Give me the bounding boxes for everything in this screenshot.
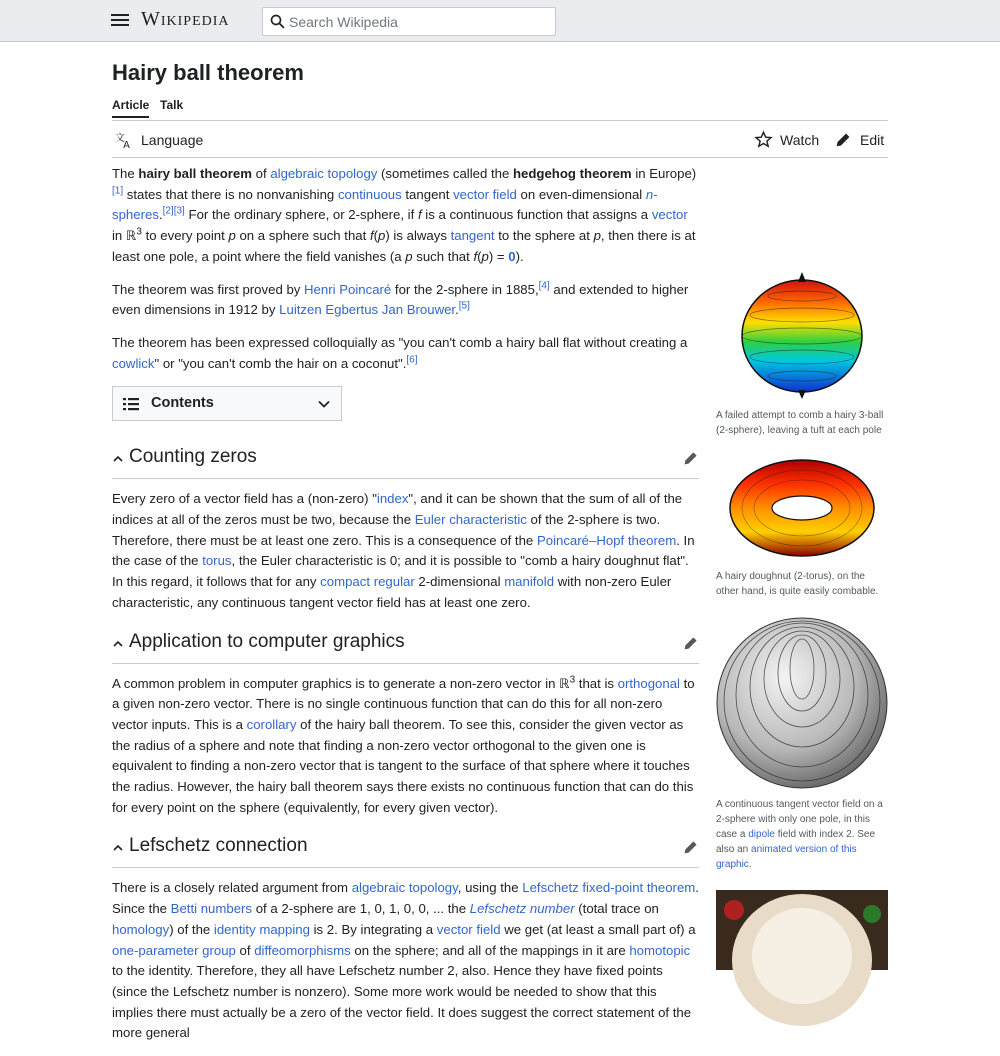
top-bar [0, 0, 1000, 42]
lefschetz-paragraph: There is a closely related argument from algebraic topology, using the Lefschetz fixed-point theorem. Since the Betti numbers of a 2-sphere are 1, 0, 1, 0, 0, ... the Lefschetz number (total trace on homology) of the identity mapping is 2. By integrating a vector field we get (at least a small part of) a one-parameter group of diffeomorphisms on the sphere; and all of the mappings in it are homotopic to the identity. Therefore, they all have Lefschetz number 2, also. Hence they have fixed points (since the Lefschetz number is nonzero). Some more work would be needed to show that this implies there must actually be a zero of the vector field. It does suggest the correct statement of the more general [112, 880, 699, 1041]
figure-dipole-sphere [716, 617, 888, 872]
link-diffeomorphisms[interactable]: diffeomorphisms [254, 942, 351, 958]
intro-paragraph-2: The theorem was first proved by Henri Poincaré for the 2-sphere in 1885,[4] and extended to higher even dimensions in 1912 by Luitzen Egbertus Jan Brouwer.[5] [112, 280, 689, 318]
language-icon [115, 131, 133, 152]
link-identity-mapping[interactable]: identity mapping [213, 921, 310, 937]
edit-section-pencil-icon[interactable] [683, 450, 699, 466]
link-vector[interactable]: vector [651, 207, 688, 223]
dipole-field-sphere-image[interactable] [716, 617, 888, 789]
link-animated-version[interactable]: animated version of this graphic [716, 844, 857, 870]
star-icon [755, 131, 772, 148]
svg-text:A: A [123, 140, 130, 152]
ref-4[interactable]: [4] [538, 280, 550, 292]
search-icon [270, 14, 285, 29]
link-algebraic-topology-2[interactable]: algebraic topology [351, 880, 458, 896]
wikipedia-wordmark[interactable]: Wikipedia [141, 8, 230, 30]
figure-hair-whorl [716, 890, 888, 970]
chevron-down-icon [317, 397, 331, 411]
chevron-up-icon [112, 453, 124, 465]
watch-label: Watch [780, 131, 820, 148]
page-toolbar [112, 128, 888, 158]
tab-talk[interactable]: Talk [160, 98, 184, 112]
figure-caption: A hairy doughnut (2-torus), on the other hand, is quite easily combable. [716, 571, 879, 597]
link-one-parameter-group[interactable]: one-parameter group [112, 942, 236, 958]
figure-sidebar [716, 270, 888, 988]
link-dipole[interactable]: dipole [748, 829, 775, 840]
chevron-up-icon [112, 638, 124, 650]
section-heading-lefschetz[interactable] [112, 830, 699, 868]
link-brouwer[interactable]: Luitzen Egbertus Jan Brouwer [279, 302, 456, 318]
link-poincare-hopf[interactable]: Poincaré–Hopf theorem [536, 532, 677, 548]
ref-6[interactable]: [6] [406, 354, 418, 366]
link-index[interactable]: index [376, 491, 409, 507]
section-title: Lefschetz connection [129, 835, 308, 857]
language-button[interactable] [115, 131, 204, 152]
link-homotopic[interactable]: homotopic [629, 942, 691, 958]
link-compact[interactable]: compact [320, 574, 371, 590]
contents-label: Contents [151, 395, 214, 412]
ref-5[interactable]: [5] [458, 300, 470, 312]
tab-article[interactable]: Article [112, 98, 149, 118]
link-betti-numbers[interactable]: Betti numbers [170, 901, 253, 917]
figure-hairy-ball [716, 270, 888, 438]
watch-button[interactable] [755, 131, 819, 148]
counting-zeros-paragraph: Every zero of a vector field has a (non-zero) "index", and it can be shown that the sum of all of the indices at all of the zeros must be two, because the Euler characteristic of the 2-sphere is two. Therefore, there must be at least one zero. This is a consequence of the Poincaré–Hopf theorem. In the case of the torus, the Euler characteristic is 0; and it is possible to "comb a hairy doughnut flat". In this regard, it follows that for any compact regular 2-dimensional manifold with non-zero Euler characteristic, any continuous tangent vector field has at least one zero. [112, 491, 695, 610]
link-euler-characteristic[interactable]: Euler characteristic [414, 512, 527, 528]
page-tabs [112, 98, 888, 121]
link-manifold[interactable]: manifold [504, 574, 555, 590]
link-continuous[interactable]: continuous [337, 186, 402, 202]
link-vector-field[interactable]: vector field [453, 186, 517, 202]
intro-paragraph-3: The theorem has been expressed colloquially as "you can't comb a hairy ball flat without creating a cowlick" or "you can't comb the hair on a coconut".[6] [112, 334, 688, 371]
caption-text: . [748, 859, 752, 870]
section-title: Counting zeros [129, 446, 257, 468]
link-homology[interactable]: homology [112, 921, 170, 937]
link-cowlick[interactable]: cowlick [112, 355, 155, 371]
link-lefschetz-fixed-point[interactable]: Lefschetz fixed-point theorem [522, 880, 696, 896]
link-lefschetz-number[interactable]: Lefschetz number [469, 901, 575, 917]
hairy-ball-image[interactable] [737, 270, 867, 400]
link-corollary[interactable]: corollary [246, 716, 297, 732]
link-regular[interactable]: regular [373, 574, 415, 590]
intro-paragraph-1: The hairy ball theorem of algebraic topology (sometimes called the hedgehog theorem in Europe)[1] states that there is no nonvanishing continuous tangent vector field on even-dimensional n-spheres.[2][3] For the ordinary sphere, or 2‑sphere, if f is a continuous function that assigns a vector in ℝ$^3$ to every point p on a sphere such that f(p) is always tangent to the sphere at p, then there is at least one pole, a point where the field vanishes (a p such that f(p) = 0). [112, 166, 697, 264]
link-tangent[interactable]: tangent [450, 228, 495, 244]
hairy-torus-image[interactable] [727, 456, 877, 561]
caption-text: field with index 2. See also an [716, 829, 876, 855]
page-title: Hairy ball theorem [112, 60, 304, 85]
ref-1[interactable]: [1] [112, 185, 124, 197]
ref-3[interactable]: [3] [173, 206, 185, 218]
figure-caption [716, 797, 888, 872]
link-vector-field-2[interactable]: vector field [436, 921, 501, 937]
edit-button[interactable] [835, 131, 884, 148]
link-torus[interactable]: torus [202, 553, 232, 569]
svg-text:文: 文 [115, 132, 125, 144]
edit-label: Edit [860, 131, 885, 148]
main-menu-icon[interactable] [110, 11, 130, 31]
pencil-icon [835, 131, 852, 148]
section-heading-counting-zeros[interactable] [112, 441, 699, 479]
chevron-up-icon [112, 842, 124, 854]
figure-hairy-torus [716, 456, 888, 599]
link-n-spheres[interactable]: n-spheres [112, 186, 658, 223]
ref-2[interactable]: [2] [162, 206, 174, 218]
caption-text: A continuous tangent vector field on a 2-sphere with only one pole, in this case a [716, 799, 883, 840]
section-heading-computer-graphics[interactable] [112, 626, 699, 664]
language-label: Language [141, 132, 204, 148]
contents-toggle[interactable] [112, 386, 342, 421]
search-input[interactable] [289, 8, 551, 35]
edit-section-pencil-icon[interactable] [683, 839, 699, 855]
link-orthogonal[interactable]: orthogonal [617, 675, 680, 691]
edit-section-pencil-icon[interactable] [683, 635, 699, 651]
computer-graphics-paragraph: A common problem in computer graphics is to generate a non-zero vector in ℝ$^3$ that is orthogonal to a given non-zero vector. There is no single continuous function that can do this for all non-zero vector inputs. This is a corollary of the hairy ball theorem. To see this, consider the given vector as the radius of a sphere and note that finding a non-zero vector orthogonal to the given one is equivalent to finding a non-zero vector that is tangent to the surface of that sphere where it touches the radius. However, the hairy ball theorem says there exists no continuous function that can do this for every point on the sphere (equivalently, for every given vector). [112, 674, 695, 815]
link-algebraic-topology[interactable]: algebraic topology [270, 166, 378, 181]
article-body [112, 164, 699, 1056]
search-box[interactable] [262, 7, 556, 36]
hair-whorl-photo[interactable] [716, 890, 888, 970]
link-henri-poincare[interactable]: Henri Poincaré [304, 281, 392, 297]
section-title: Application to computer graphics [129, 630, 405, 652]
figure-caption: A failed attempt to comb a hairy 3-ball (2-sphere), leaving a tuft at each pole [716, 410, 884, 436]
list-icon [123, 397, 139, 411]
